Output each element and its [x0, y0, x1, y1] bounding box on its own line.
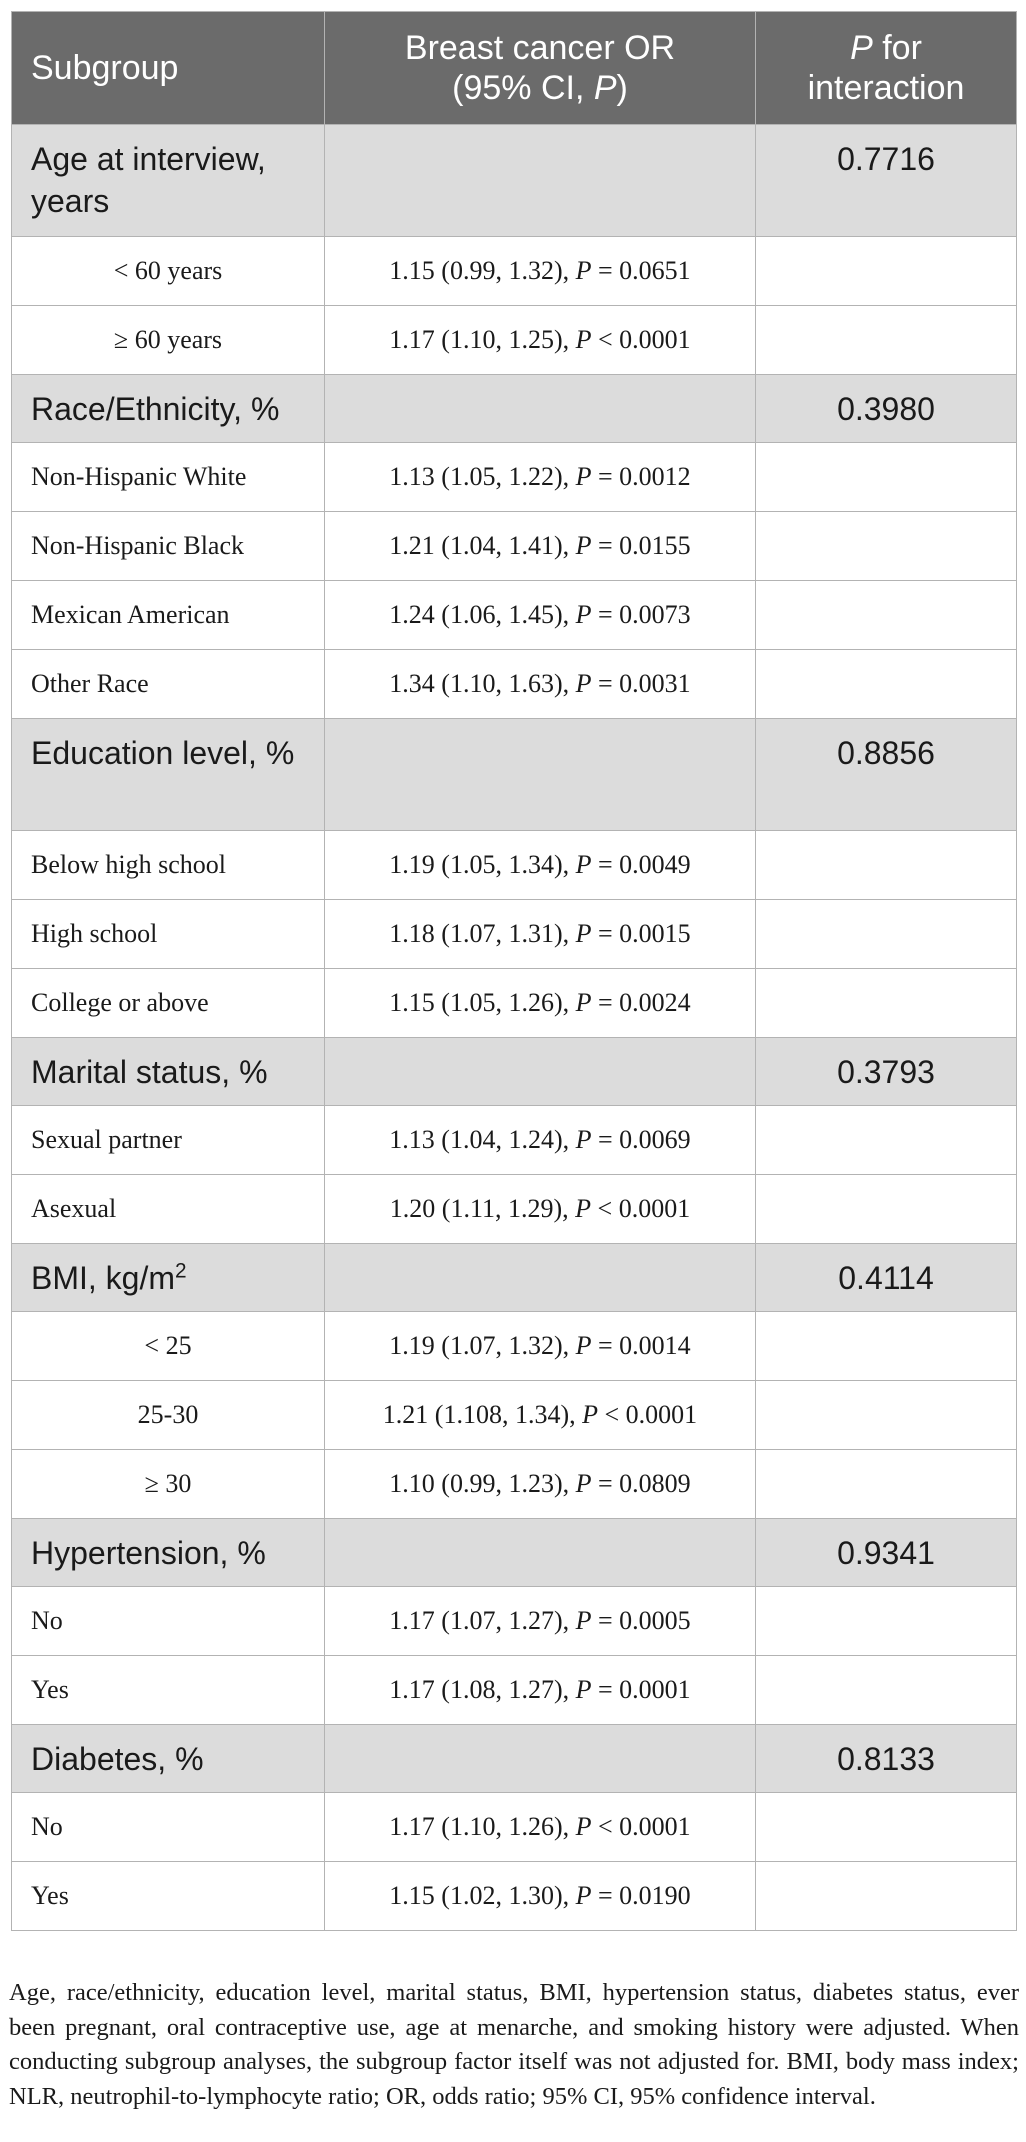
p-interaction-empty: [756, 1175, 1017, 1244]
subgroup-label: ≥ 30: [12, 1450, 325, 1519]
or-estimate: 1.19 (1.07, 1.32),: [389, 1331, 576, 1360]
p-symbol: P: [575, 531, 592, 560]
or-estimate: 1.21 (1.108, 1.34),: [382, 1400, 583, 1429]
p-interaction-empty: [756, 1862, 1017, 1931]
p-value: = 0.0190: [591, 1881, 691, 1910]
header-or-line2a: (95% CI,: [452, 69, 594, 107]
group-label-text: Race/Ethnicity, %: [31, 391, 280, 427]
p-interaction-empty: [756, 650, 1017, 719]
header-or-p: P: [593, 69, 617, 107]
table-row: [12, 1106, 1017, 1175]
or-estimate: 1.17 (1.10, 1.26),: [389, 1812, 576, 1841]
or-estimate: 1.21 (1.04, 1.41),: [389, 531, 576, 560]
group-or-empty: [325, 375, 756, 443]
or-estimate: 1.17 (1.08, 1.27),: [389, 1675, 576, 1704]
group-or-empty: [325, 1244, 756, 1312]
table-row: [12, 1312, 1017, 1381]
p-symbol: P: [575, 1606, 592, 1635]
or-value: [325, 512, 756, 581]
group-row: [12, 125, 1017, 237]
table-footnote: Age, race/ethnicity, education level, marital status, BMI, hypertension status, diabetes status, ever been pregnant, oral contraceptive use, age at menarche, and smoking history were adjusted. When conducting subgroup analyses, the subgroup factor itself was not adjusted for. BMI, body mass index; NLR, neutrophil-to-lymphocyte ratio; OR, odds ratio; 95% CI, 95% confidence interval.: [9, 1979, 1019, 2110]
group-row: [12, 1038, 1017, 1106]
group-or-empty: [325, 125, 756, 237]
or-value: [325, 1793, 756, 1862]
group-label: [12, 1519, 325, 1587]
p-interaction-empty: [756, 1312, 1017, 1381]
group-row: [12, 375, 1017, 443]
or-value: [325, 1106, 756, 1175]
p-interaction-value: 0.3793: [756, 1038, 1017, 1106]
p-value: = 0.0049: [591, 850, 691, 879]
or-value: [325, 237, 756, 306]
or-estimate: 1.15 (1.05, 1.26),: [389, 988, 576, 1017]
p-value: = 0.0005: [591, 1606, 691, 1635]
p-interaction-empty: [756, 831, 1017, 900]
p-value: = 0.0155: [591, 531, 691, 560]
group-label: [12, 719, 325, 831]
subgroup-label: No: [12, 1587, 325, 1656]
table-row: [12, 1656, 1017, 1725]
or-value: [325, 1381, 756, 1450]
table-row: [12, 581, 1017, 650]
p-value: = 0.0073: [591, 600, 691, 629]
p-value: = 0.0069: [591, 1125, 691, 1154]
subgroup-label: < 25: [12, 1312, 325, 1381]
group-label: [12, 1244, 325, 1312]
or-estimate: 1.10 (0.99, 1.23),: [389, 1469, 576, 1498]
p-value: = 0.0014: [591, 1331, 691, 1360]
group-row: [12, 1244, 1017, 1312]
or-value: [325, 1587, 756, 1656]
p-interaction-value: 0.3980: [756, 375, 1017, 443]
p-symbol: P: [575, 988, 592, 1017]
p-value: = 0.0001: [591, 1675, 691, 1704]
p-symbol: P: [575, 850, 592, 879]
p-interaction-value: 0.9341: [756, 1519, 1017, 1587]
group-label-text: Age at interview, years: [31, 141, 266, 219]
p-symbol: P: [575, 600, 592, 629]
subgroup-label: Sexual partner: [12, 1106, 325, 1175]
table-row: [12, 1450, 1017, 1519]
group-label-superscript: 2: [175, 1259, 187, 1283]
subgroup-table: [11, 11, 1017, 1931]
or-estimate: 1.34 (1.10, 1.63),: [389, 669, 576, 698]
group-row: [12, 1725, 1017, 1793]
p-interaction-empty: [756, 900, 1017, 969]
subgroup-label: Asexual: [12, 1175, 325, 1244]
table-row: [12, 237, 1017, 306]
p-interaction-empty: [756, 1656, 1017, 1725]
p-interaction-value: 0.8133: [756, 1725, 1017, 1793]
group-label-text: Diabetes, %: [31, 1741, 204, 1777]
header-subgroup-label: Subgroup: [31, 49, 179, 87]
table-row: [12, 1381, 1017, 1450]
table-row: [12, 900, 1017, 969]
group-or-empty: [325, 719, 756, 831]
p-interaction-empty: [756, 1381, 1017, 1450]
group-label-text: BMI, kg/m: [31, 1260, 176, 1296]
or-value: [325, 1312, 756, 1381]
subgroup-label: Yes: [12, 1656, 325, 1725]
table-row: [12, 306, 1017, 375]
p-interaction-empty: [756, 969, 1017, 1038]
p-symbol: P: [575, 1469, 592, 1498]
or-value: [325, 900, 756, 969]
subgroup-label: < 60 years: [12, 237, 325, 306]
p-symbol: P: [575, 462, 592, 491]
p-symbol: P: [575, 1194, 592, 1223]
p-interaction-value: 0.7716: [756, 125, 1017, 237]
or-value: [325, 1656, 756, 1725]
subgroup-label: 25-30: [12, 1381, 325, 1450]
p-symbol: P: [575, 919, 592, 948]
or-value: [325, 1175, 756, 1244]
table-row: [12, 512, 1017, 581]
group-row: [12, 1519, 1017, 1587]
or-value: [325, 581, 756, 650]
p-symbol: P: [575, 1881, 592, 1910]
p-symbol: P: [575, 325, 592, 354]
p-symbol: P: [575, 1675, 592, 1704]
table-row: [12, 1862, 1017, 1931]
p-value: = 0.0015: [591, 919, 691, 948]
p-value: = 0.0031: [591, 669, 691, 698]
group-label-text: Marital status, %: [31, 1054, 268, 1090]
group-label-text: Hypertension, %: [31, 1535, 266, 1571]
or-value: [325, 969, 756, 1038]
or-estimate: 1.24 (1.06, 1.45),: [389, 600, 576, 629]
p-interaction-empty: [756, 443, 1017, 512]
p-symbol: P: [575, 1125, 592, 1154]
subgroup-label: High school: [12, 900, 325, 969]
table-row: [12, 1175, 1017, 1244]
group-label: [12, 125, 325, 237]
or-estimate: 1.19 (1.05, 1.34),: [389, 850, 576, 879]
or-estimate: 1.15 (1.02, 1.30),: [389, 1881, 576, 1910]
p-interaction-empty: [756, 512, 1017, 581]
or-estimate: 1.17 (1.07, 1.27),: [389, 1606, 576, 1635]
p-value: = 0.0012: [591, 462, 691, 491]
table-row: [12, 969, 1017, 1038]
p-symbol: P: [575, 256, 592, 285]
or-value: [325, 1862, 756, 1931]
group-or-empty: [325, 1725, 756, 1793]
or-value: [325, 1450, 756, 1519]
group-or-empty: [325, 1519, 756, 1587]
table-row: [12, 650, 1017, 719]
or-estimate: 1.15 (0.99, 1.32),: [389, 256, 576, 285]
header-p-symbol: P: [850, 29, 873, 67]
or-value: [325, 306, 756, 375]
subgroup-label: Non-Hispanic Black: [12, 512, 325, 581]
p-interaction-empty: [756, 1450, 1017, 1519]
subgroup-label: Mexican American: [12, 581, 325, 650]
subgroup-label: ≥ 60 years: [12, 306, 325, 375]
subgroup-label: College or above: [12, 969, 325, 1038]
p-symbol: P: [575, 1331, 592, 1360]
subgroup-label: No: [12, 1793, 325, 1862]
header-or: [325, 12, 756, 125]
p-symbol: P: [575, 669, 592, 698]
p-symbol: P: [575, 1812, 592, 1841]
p-value: = 0.0809: [591, 1469, 691, 1498]
header-subgroup: [12, 12, 325, 125]
group-label: [12, 375, 325, 443]
group-label: [12, 1038, 325, 1106]
table-row: [12, 1587, 1017, 1656]
header-or-line2b: ): [616, 69, 628, 107]
p-interaction-empty: [756, 1793, 1017, 1862]
subgroup-label: Non-Hispanic White: [12, 443, 325, 512]
group-row: [12, 719, 1017, 831]
group-or-empty: [325, 1038, 756, 1106]
p-value: < 0.0001: [598, 1400, 698, 1429]
or-estimate: 1.13 (1.05, 1.22),: [389, 462, 576, 491]
p-interaction-empty: [756, 581, 1017, 650]
p-interaction-empty: [756, 306, 1017, 375]
or-estimate: 1.18 (1.07, 1.31),: [389, 919, 576, 948]
or-estimate: 1.17 (1.10, 1.25),: [389, 325, 576, 354]
header-p-line1: for: [872, 29, 922, 67]
group-label: [12, 1725, 325, 1793]
p-interaction-value: 0.4114: [756, 1244, 1017, 1312]
p-value: = 0.0024: [591, 988, 691, 1017]
p-value: = 0.0651: [591, 256, 691, 285]
header-p-interaction: [756, 12, 1017, 125]
or-estimate: 1.20 (1.11, 1.29),: [389, 1194, 576, 1223]
or-value: [325, 443, 756, 512]
or-value: [325, 650, 756, 719]
or-estimate: 1.13 (1.04, 1.24),: [389, 1125, 576, 1154]
table-header: [12, 12, 1017, 125]
subgroup-label: Yes: [12, 1862, 325, 1931]
group-label-text: Education level, %: [31, 735, 295, 771]
header-or-line1: Breast cancer OR: [404, 29, 676, 67]
subgroup-label: Below high school: [12, 831, 325, 900]
p-value: < 0.0001: [591, 325, 691, 354]
p-symbol: P: [582, 1400, 599, 1429]
table-body: [12, 125, 1017, 1931]
subgroup-label: Other Race: [12, 650, 325, 719]
p-interaction-value: 0.8856: [756, 719, 1017, 831]
header-p-line2: interaction: [807, 69, 965, 107]
p-value: < 0.0001: [591, 1194, 691, 1223]
p-interaction-empty: [756, 1106, 1017, 1175]
table-row: [12, 443, 1017, 512]
p-interaction-empty: [756, 1587, 1017, 1656]
or-value: [325, 831, 756, 900]
table-row: [12, 831, 1017, 900]
p-interaction-empty: [756, 237, 1017, 306]
table-container: [11, 11, 1016, 1931]
p-value: < 0.0001: [591, 1812, 691, 1841]
table-row: [12, 1793, 1017, 1862]
